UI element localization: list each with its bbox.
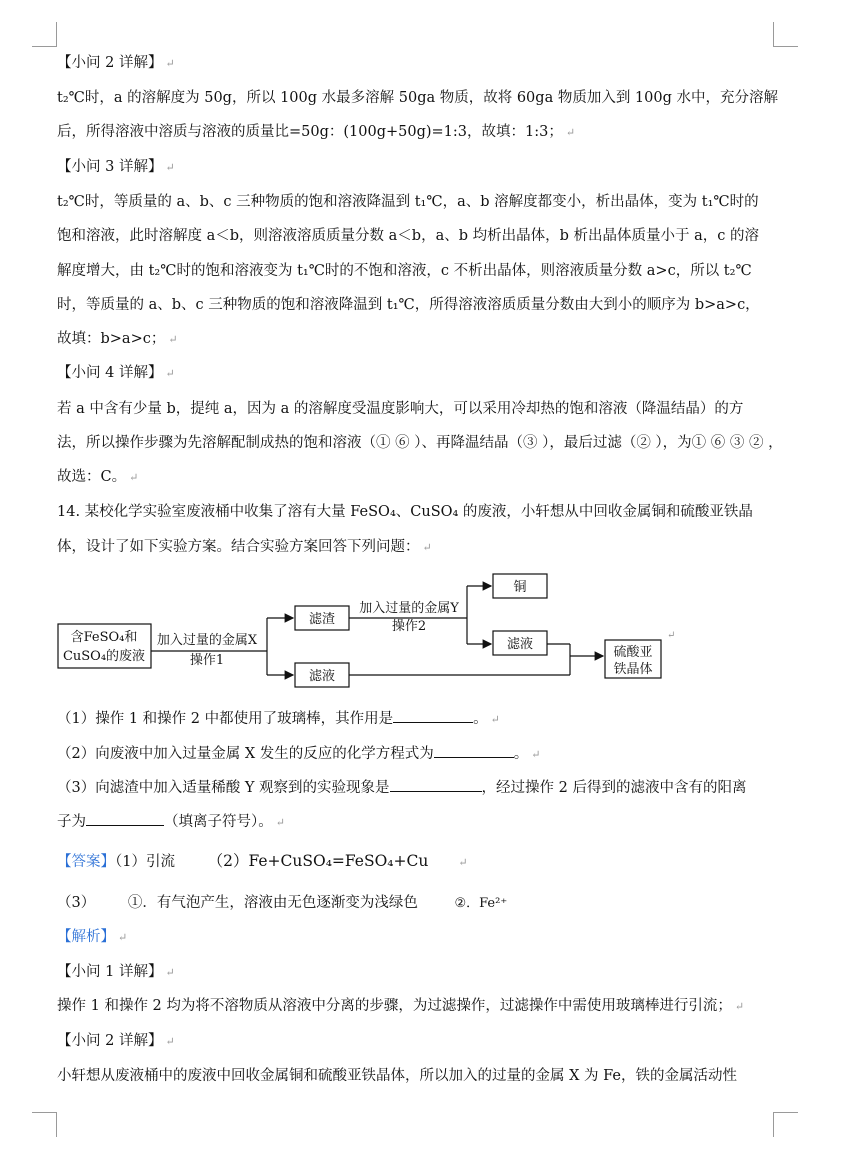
question-2: （2）向废液中加入过量金属 X 发生的反应的化学方程式为 。 ↵: [57, 743, 777, 765]
arrow1-bottom-label: 操作1: [189, 653, 225, 668]
question-3: （3）向滤渣中加入适量稀酸 Y 观察到的实验现象是 ，经过操作 2 后得到的滤液中含有的阳离: [57, 777, 777, 798]
subquestion-heading: 【小问 3 详解】 ↵: [57, 159, 175, 175]
question-stem: 体，设计了如下实验方案。结合实验方案回答下列问题： ↵: [57, 539, 432, 555]
answer-1: （1）引流: [115, 854, 175, 870]
answer-line: 【答案】（1）引流 （2）Fe+CuSO₄=FeSO₄+Cu ↵: [57, 852, 468, 870]
copper-label: 铜: [513, 580, 527, 595]
answer-3-part2: ②．Fe²⁺: [454, 896, 508, 911]
paragraph-line: 法，所以操作步骤为先溶解配制成热的饱和溶液（① ⑥ ）、再降温结晶（③ ），最后过滤（② ），为① ⑥ ③ ② ，: [57, 435, 783, 451]
product-label-1: 硫酸亚: [613, 645, 653, 660]
question-3-cont: 子为 （填离子符号）。 ↵: [57, 811, 777, 833]
answer-line-3: [57, 893, 777, 914]
experiment-flow-diagram: [55, 568, 695, 693]
paragraph-line: 故填：b>a>c； ↵: [57, 331, 178, 347]
paragraph-line: 若 a 中含有少量 b，提纯 a，因为 a 的溶解度受温度影响大，可以采用冷却热的饱和溶液（降温结晶）的方: [57, 401, 744, 417]
subquestion-heading: 【小问 4 详解】 ↵: [57, 365, 175, 381]
filtrate1-label: 滤液: [308, 669, 336, 684]
subquestion-heading: 【小问 2 详解】 ↵: [57, 1033, 175, 1049]
paragraph-line: 故选：C。 ↵: [57, 469, 139, 485]
analysis-tag-line: 【解析】 ↵: [57, 929, 128, 945]
start-label-1: 含FeSO₄和: [70, 630, 138, 645]
residue-label: 滤渣: [308, 612, 336, 627]
page-corner-mark: [773, 22, 798, 47]
paragraph-line: 解度增大，由 t₂℃时的饱和溶液变为 t₁℃时的不饱和溶液，c 不析出晶体，则溶液质量分数 a>c，所以 t₂℃: [57, 263, 752, 279]
start-label-2: CuSO₄的废液: [62, 649, 146, 664]
paragraph-line: t₂℃时，等质量的 a、b、c 三种物质的饱和溶液降温到 t₁℃，a、b 溶解度都变小，析出晶体，变为 t₁℃时的: [57, 194, 759, 210]
arrow2-top-label: 加入过量的金属Y: [359, 601, 459, 616]
answer-3-prefix: （3）: [57, 895, 96, 911]
answer-2: （2）Fe+CuSO₄=FeSO₄+Cu: [207, 852, 429, 870]
paragraph-line: 后，所得溶液中溶质与溶液的质量比=50g：(100g+50g)=1:3，故填：1:3； ↵: [57, 124, 576, 140]
paragraph-line: 小轩想从废液桶中的废液中回收金属铜和硫酸亚铁晶体，所以加入的过量的金属 X 为 Fe，铁的金属活动性: [57, 1068, 737, 1084]
paragraph-line: t₂℃时，a 的溶解度为 50g，所以 100g 水最多溶解 50ga 物质，故将 60ga 物质加入到 100g 水中，充分溶解: [57, 90, 778, 106]
paragraph-line: 操作 1 和操作 2 均为将不溶物质从溶液中分离的步骤，为过滤操作，过滤操作中需使用玻璃棒进行引流； ↵: [57, 998, 745, 1014]
page-corner-mark: [32, 1112, 57, 1137]
arrow2-bottom-label: 操作2: [391, 619, 427, 634]
page-corner-mark: [773, 1112, 798, 1137]
product-label-2: 铁晶体: [613, 662, 653, 677]
page-corner-mark: [32, 22, 57, 47]
subquestion-heading: 【小问 1 详解】 ↵: [57, 964, 175, 980]
paragraph-line: 饱和溶液，此时溶解度 a＜b，则溶液溶质质量分数 a＜b，a、b 均析出晶体，b 析出晶体质量小于 a，c 的溶: [57, 228, 759, 244]
answer-3-part1: ①．有气泡产生，溶液由无色逐渐变为浅绿色: [127, 895, 418, 911]
question-stem: 14. 某校化学实验室废液桶中收集了溶有大量 FeSO₄、CuSO₄ 的废液，小轩想从中回收金属铜和硫酸亚铁晶: [57, 504, 753, 520]
arrow1-top-label: 加入过量的金属X: [156, 633, 258, 648]
question-1: （1）操作 1 和操作 2 中都使用了玻璃棒，其作用是 。 ↵: [57, 708, 777, 730]
subquestion-heading: 【小问 2 详解】 ↵: [57, 55, 175, 71]
filtrate2-label: 滤液: [506, 637, 534, 652]
paragraph-line: 时，等质量的 a、b、c 三种物质的饱和溶液降温到 t₁℃，所得溶液溶质质量分数由大到小的顺序为 b>a>c，: [57, 297, 760, 313]
svg-text:↵: ↵: [667, 630, 676, 641]
answer-tag: 【答案】: [57, 854, 115, 870]
